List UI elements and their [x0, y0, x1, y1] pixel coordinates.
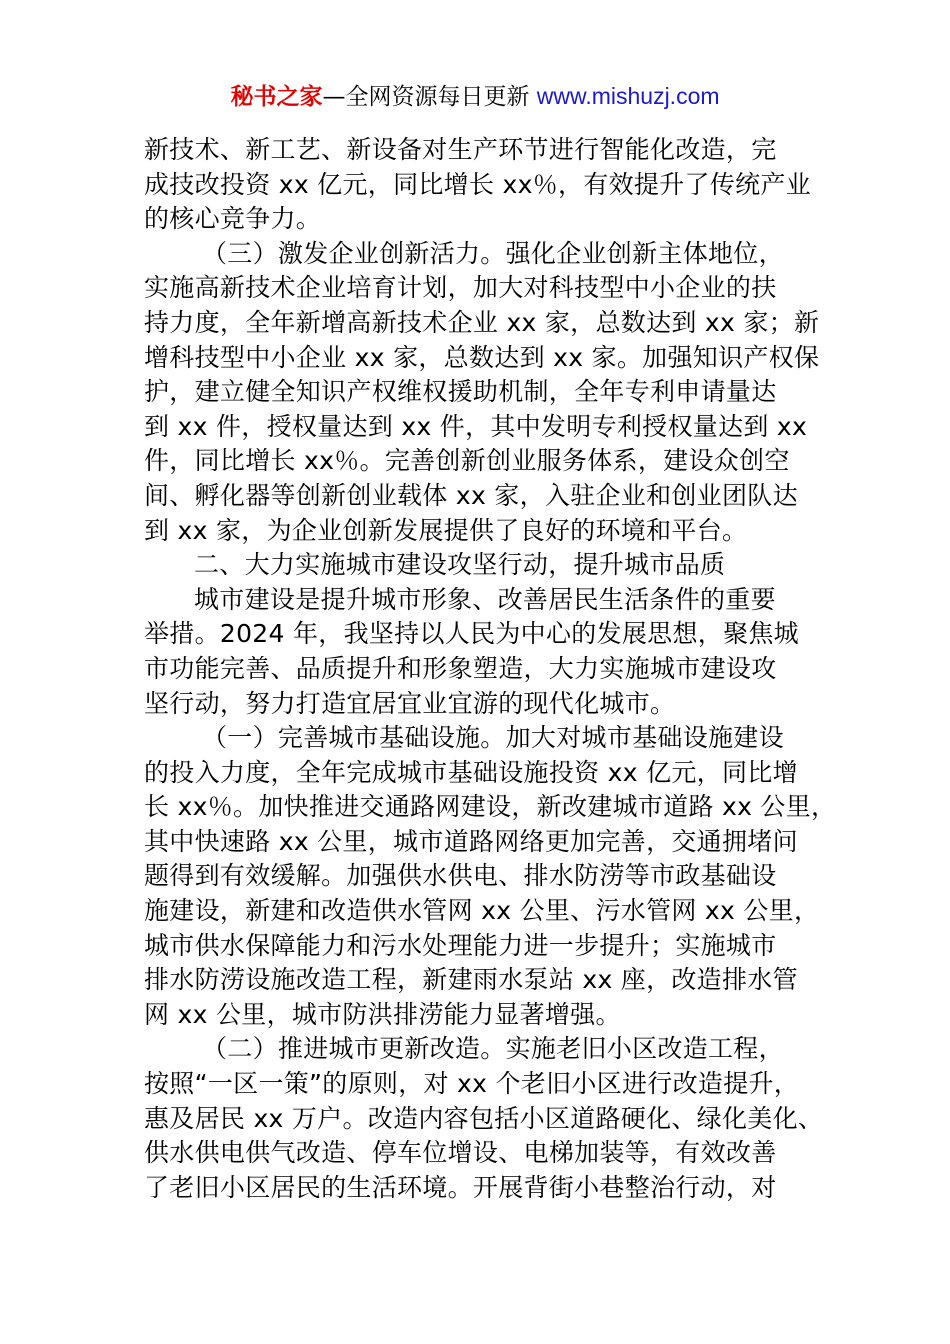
body-line: 件，同比增长 xx％。完善创新创业服务体系，建设众创空 — [144, 446, 790, 476]
chapter-heading-line: 二、大力实施城市建设攻坚行动，提升城市品质 — [194, 550, 726, 580]
body-line: 的核心竞争力。 — [144, 204, 322, 234]
body-line: 供水供电供气改造、停车位增设、电梯加装等，有效改善 — [144, 1138, 777, 1168]
body-line: 施建设，新建和改造供水管网 xx 公里、污水管网 xx 公里， — [144, 896, 820, 926]
body-line: 城市供水保障能力和污水处理能力进一步提升；实施城市 — [144, 930, 777, 960]
body-line: 网 xx 公里，城市防洪排涝能力显著增强。 — [144, 999, 621, 1029]
section-heading-line: （三）激发企业创新活力。强化企业创新主体地位， — [202, 238, 784, 268]
body-line: 惠及居民 xx 万户。改造内容包括小区道路硬化、绿化美化、 — [144, 1103, 824, 1133]
page-header — [0, 80, 950, 113]
document-body — [144, 133, 837, 1205]
body-line: 新技术、新工艺、新设备对生产环节进行智能化改造，完 — [144, 135, 777, 164]
body-line: 其中快速路 xx 公里，城市道路网络更加完善，交通拥堵问 — [144, 826, 798, 856]
body-line: 市功能完善、品质提升和形象塑造，大力实施城市建设攻 — [144, 653, 777, 683]
body-line: 间、孵化器等创新创业载体 xx 家，入驻企业和创业团队达 — [144, 480, 798, 510]
body-line: 题得到有效缓解。加强供水供电、排水防涝等市政基础设 — [144, 861, 777, 891]
body-line: 的投入力度，全年完成城市基础设施投资 xx 亿元，同比增 — [144, 757, 798, 787]
section-heading-line: （一）完善城市基础设施。加大对城市基础设施建设 — [202, 723, 784, 753]
body-line: 实施高新技术企业培育计划，加大对科技型中小企业的扶 — [144, 273, 777, 303]
body-line: 到 xx 件，授权量达到 xx 件，其中发明专利授权量达到 xx — [144, 411, 808, 441]
header-url-link[interactable]: www.mishuzj.com — [536, 83, 720, 109]
body-line: 城市建设是提升城市形象、改善居民生活条件的重要 — [194, 584, 776, 614]
body-line: 排水防涝设施改造工程，新建雨水泵站 xx 座，改造排水管 — [144, 965, 798, 995]
body-line: 护，建立健全知识产权维权援助机制，全年专利申请量达 — [144, 377, 777, 407]
body-line: 长 xx％。加快推进交通路网建设，新改建城市道路 xx 公里， — [144, 792, 837, 822]
body-line: 按照“一区一策”的原则，对 xx 个老旧小区进行改造提升， — [144, 1069, 800, 1099]
section-heading-line: （二）推进城市更新改造。实施老旧小区改造工程， — [202, 1034, 784, 1064]
body-line: 举措。2024 年，我坚持以人民为中心的发展思想，聚焦城 — [144, 619, 799, 649]
body-line: 到 xx 家，为企业创新发展提供了良好的环境和平台。 — [144, 515, 748, 545]
body-line: 增科技型中小企业 xx 家，总数达到 xx 家。加强知识产权保 — [144, 342, 820, 372]
body-line: 坚行动，努力打造宜居宜业宜游的现代化城市。 — [144, 688, 676, 718]
body-line: 持力度，全年新增高新技术企业 xx 家，总数达到 xx 家；新 — [144, 307, 820, 337]
body-line: 了老旧小区居民的生活环境。开展背街小巷整治行动，对 — [144, 1172, 777, 1202]
header-tagline: —全网资源每日更新 — [322, 84, 537, 110]
body-line: 成技改投资 xx 亿元，同比增长 xx％，有效提升了传统产业 — [144, 169, 812, 199]
header-brand: 秘书之家 — [230, 84, 323, 110]
